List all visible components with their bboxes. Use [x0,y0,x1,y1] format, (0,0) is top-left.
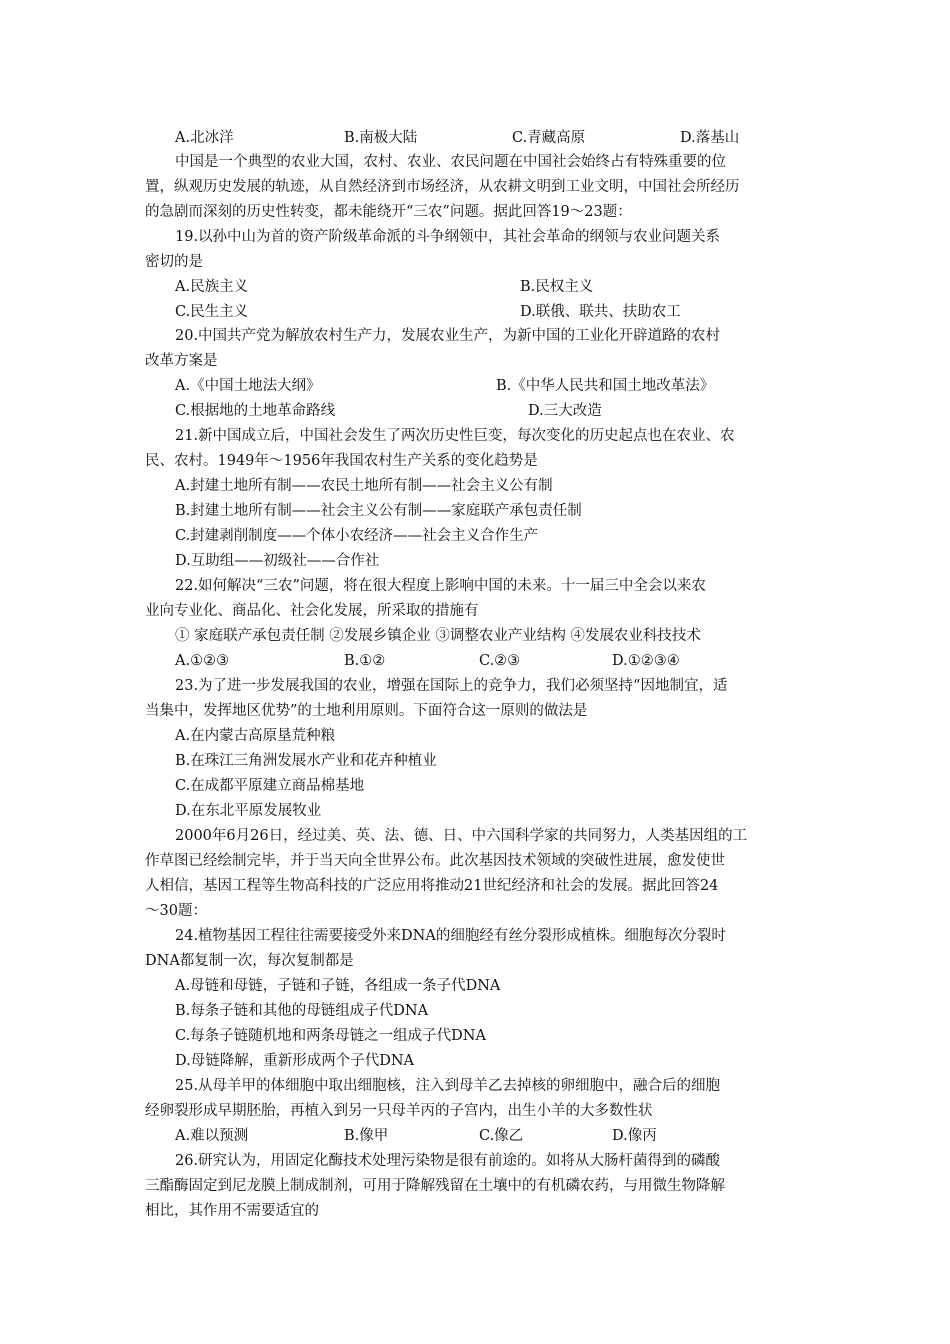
q22-option-d: D.①②③④ [612,653,680,669]
q20-option-c: C.根据地的土地革命路线 [175,403,336,419]
intro1-line-3: 的急剧而深刻的历史性转变，都未能绕开“三农”问题。据此回答19～23题： [145,204,632,220]
q21-option-b: B.封建土地所有制——社会主义公有制——家庭联产承包责任制 [175,503,582,519]
q21-option-d: D.互助组——初级社——合作社 [175,553,380,569]
q18-option-b: B.南极大陆 [344,130,418,146]
q21-stem-line-2: 民、农村。1949年～1956年我国农村生产关系的变化趋势是 [145,453,538,469]
q18-option-a: A.北冰洋 [175,130,234,146]
q23-option-d: D.在东北平原发展牧业 [175,803,322,819]
q22-statement-items: ① 家庭联产承包责任制 ②发展乡镇企业 ③调整农业产业结构 ④发展农业科技技术 [175,628,701,644]
q25-option-d: D.像丙 [612,1128,657,1144]
q19-option-b: B.民权主义 [520,279,594,295]
q19-option-c: C.民生主义 [175,304,249,320]
q21-option-c: C.封建剥削制度——个体小农经济——社会主义合作生产 [175,528,539,544]
q26-stem-line-2: 三酯酶固定到尼龙膜上制成制剂，可用于降解残留在土壤中的有机磷农药，与用微生物降解 [145,1178,725,1194]
q20-stem-line-1: 20.中国共产党为解放农村生产力，发展农业生产，为新中国的工业化开辟道路的农村 [175,328,721,344]
q23-stem-line-1: 23.为了进一步发展我国的农业，增强在国际上的竞争力，我们必须坚持“因地制宜，适 [175,678,728,694]
q24-option-d: D.母链降解，重新形成两个子代DNA [175,1053,415,1069]
q23-option-c: C.在成都平原建立商品棉基地 [175,778,365,794]
q24-option-b: B.每条子链和其他的母链组成子代DNA [175,1003,429,1019]
q24-stem-line-2: DNA都复制一次，每次复制都是 [145,953,354,969]
q25-option-a: A.难以预测 [175,1128,249,1144]
q19-stem-line-2: 密切的是 [145,254,203,270]
intro2-line-1: 2000年6月26日，经过美、英、法、德、日、中六国科学家的共同努力，人类基因组的工 [175,828,748,844]
q19-option-d: D.联俄、联共、扶助农工 [520,304,681,320]
q19-stem-line-1: 19.以孙中山为首的资产阶级革命派的斗争纲领中，其社会革命的纲领与农业问题关系 [175,229,721,245]
intro1-line-2: 置，纵观历史发展的轨迹，从自然经济到市场经济，从农耕文明到工业文明，中国社会所经历 [145,179,740,195]
q20-option-a: A.《中国土地法大纲》 [175,378,321,394]
q24-option-a: A.母链和母链，子链和子链，各组成一条子代DNA [175,978,501,994]
q26-stem-line-3: 相比，其作用不需要适宜的 [145,1203,319,1219]
q22-option-b: B.①② [344,653,386,669]
intro2-line-3: 人相信，基因工程等生物高科技的广泛应用将推动21世纪经济和社会的发展。据此回答24 [145,878,719,894]
intro2-line-4: ～30题： [145,903,207,919]
q22-option-c: C.②③ [479,653,521,669]
q22-stem-line-2: 业向专业化、商品化、社会化发展，所采取的措施有 [145,603,479,619]
q26-stem-line-1: 26.研究认为，用固定化酶技术处理污染物是很有前途的。如将从大肠杆菌得到的磷酸 [175,1153,721,1169]
q25-option-c: C.像乙 [479,1128,524,1144]
q23-option-a: A.在内蒙古高原垦荒种粮 [175,728,336,744]
q25-stem-line-2: 经卵裂形成早期胚胎，再植入到另一只母羊丙的子宫内，出生小羊的大多数性状 [145,1103,653,1119]
intro2-line-2: 作草图已经绘制完毕，并于当天向全世界公布。此次基因技术领域的突破性进展，愈发使世 [145,853,725,869]
q21-stem-line-1: 21.新中国成立后，中国社会发生了两次历史性巨变，每次变化的历史起点也在农业、农 [175,428,735,444]
q23-stem-line-2: 当集中，发挥地区优势”的土地利用原则。下面符合这一原则的做法是 [145,703,588,719]
q25-stem-line-1: 25.从母羊甲的体细胞中取出细胞核，注入到母羊乙去掉核的卵细胞中，融合后的细胞 [175,1078,721,1094]
q22-option-a: A.①②③ [175,653,230,669]
q18-option-c: C.青藏高原 [512,130,586,146]
intro1-line-1: 中国是一个典型的农业大国，农村、农业、农民问题在中国社会始终占有特殊重要的位 [175,154,726,170]
q18-option-d: D.落基山 [680,130,740,146]
q21-option-a: A.封建土地所有制——农民土地所有制——社会主义公有制 [175,478,553,494]
q25-option-b: B.像甲 [344,1128,389,1144]
q23-option-b: B.在珠江三角洲发展水产业和花卉种植业 [175,753,437,769]
q24-option-c: C.每条子链随机地和两条母链之一组成子代DNA [175,1028,486,1044]
q20-option-d: D.三大改造 [528,403,602,419]
q20-option-b: B.《中华人民共和国土地改革法》 [496,378,715,394]
q20-stem-line-2: 改革方案是 [145,353,218,369]
q22-stem-line-1: 22.如何解决“三农”问题，将在很大程度上影响中国的未来。十一届三中全会以来农 [175,578,706,594]
q24-stem-line-1: 24.植物基因工程往往需要接受外来DNA的细胞经有丝分裂形成植株。细胞每次分裂时 [175,928,726,944]
q19-option-a: A.民族主义 [175,279,249,295]
